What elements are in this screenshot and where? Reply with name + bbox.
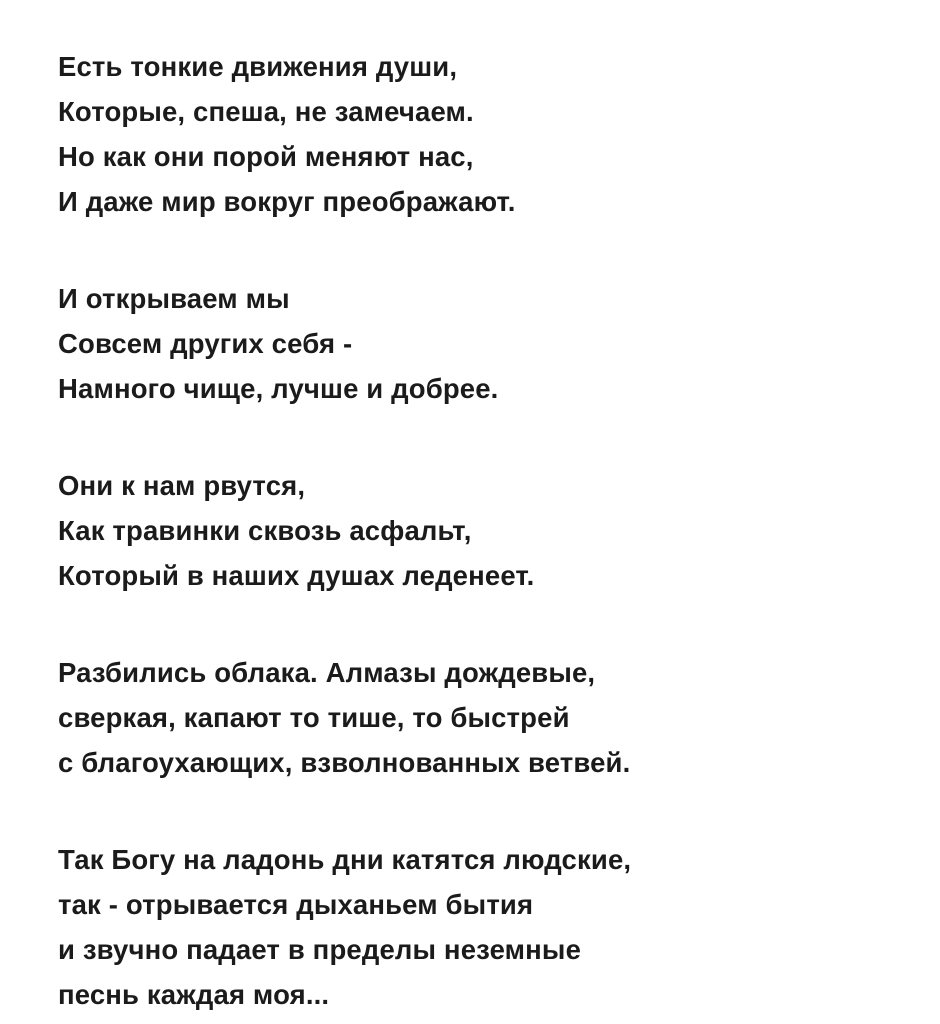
poem-line: Но как они порой меняют нас, — [58, 141, 474, 172]
poem-line: Который в наших душах леденеет. — [58, 560, 535, 591]
poem-line: и звучно падает в пределы неземные — [58, 934, 582, 965]
poem-line: песнь каждая моя... — [58, 979, 330, 1010]
poem-line: Совсем других себя - — [58, 328, 353, 359]
poem-line: с благоухающих, взволнованных ветвей. — [58, 747, 631, 778]
poem-line: Есть тонкие движения души, — [58, 51, 458, 82]
poem-stanza — [58, 276, 880, 411]
poem-stanza — [58, 44, 880, 224]
poem-line: Которые, спеша, не замечаем. — [58, 96, 474, 127]
poem-line: Как травинки сквозь асфальт, — [58, 515, 472, 546]
poem-body — [58, 44, 880, 1017]
poem-line: Намного чище, лучше и добрее. — [58, 373, 499, 404]
poem-stanza — [58, 650, 880, 785]
poem-line: Они к нам рвутся, — [58, 470, 306, 501]
poem-line: И открываем мы — [58, 283, 290, 314]
poem-stanza — [58, 837, 880, 1017]
poem-line: Так Богу на ладонь дни катятся людские, — [58, 844, 632, 875]
poem-line: Разбились облака. Алмазы дождевые, — [58, 657, 596, 688]
poem-stanza — [58, 463, 880, 598]
poem-line: так - отрывается дыханьем бытия — [58, 889, 534, 920]
poem-line: И даже мир вокруг преображают. — [58, 186, 516, 217]
poem-line: сверкая, капают то тише, то быстрей — [58, 702, 570, 733]
